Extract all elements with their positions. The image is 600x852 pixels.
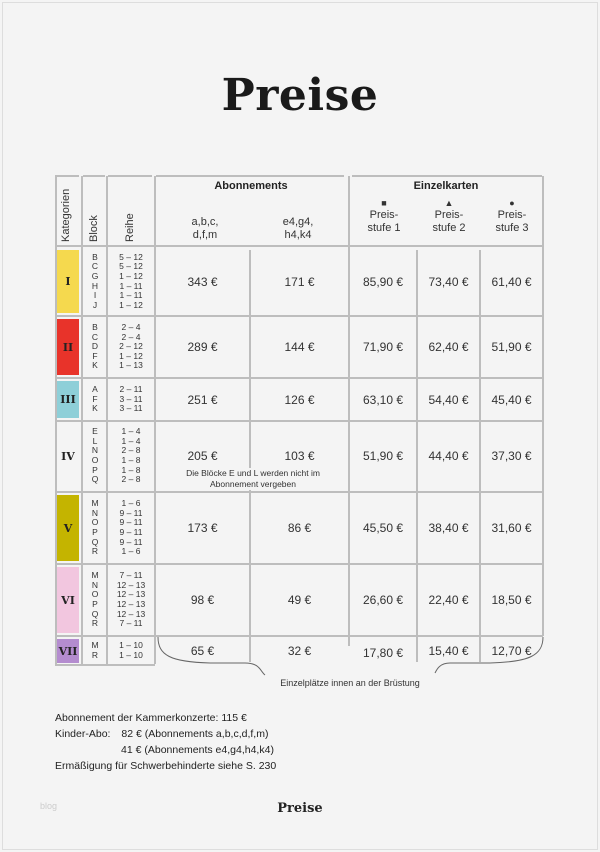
- divider: [108, 175, 152, 177]
- header-preisstufe-2: [418, 197, 480, 235]
- stufe2-price-5: 38,40 €: [428, 521, 469, 535]
- block-cell-3: A F K: [92, 384, 98, 414]
- header-preisstufe-2-line2: stufe 2: [432, 222, 466, 234]
- header-preisstufe-1-line2: stufe 1: [367, 222, 401, 234]
- divider: [55, 315, 543, 317]
- footnote-ermaessigung: Ermäßigung für Schwerbehinderte siehe S. 230: [55, 760, 277, 772]
- stufe2-price-3: 54,40 €: [428, 392, 469, 407]
- block-cell-7: M R: [91, 640, 99, 660]
- divider: [55, 664, 155, 666]
- header-abo-col1-line2: d,f,m: [192, 229, 218, 241]
- footnote-kammerkonzerte: Abonnement der Kammerkonzerte: 115 €: [55, 712, 247, 724]
- abo2-price-1: 171 €: [284, 274, 315, 289]
- stufe1-price-5: 45,50 €: [362, 521, 404, 535]
- abo1-price-5: 173 €: [187, 521, 218, 535]
- block-cell-2: B C D F K: [91, 322, 99, 371]
- abo2-price-7: 32 €: [287, 644, 312, 658]
- header-preisstufe-3-line1: Preis-: [497, 209, 527, 221]
- header-abo-col1: [160, 216, 250, 242]
- divider: [55, 245, 543, 247]
- header-kategorien: Kategorien: [60, 188, 72, 242]
- abo2-price-6: 49 €: [287, 593, 312, 607]
- block-cell-6: M N O P Q R: [91, 570, 99, 629]
- header-abo-col2: [252, 216, 344, 242]
- reihe-cell-2: 2 – 4 2 – 4 2 – 12 1 – 12 1 – 13: [119, 322, 143, 371]
- stufe3-price-2: 51,90 €: [491, 340, 532, 354]
- abo1-price-6: 98 €: [190, 593, 215, 607]
- header-preisstufe-3-line2: stufe 3: [495, 222, 529, 234]
- divider: [83, 175, 105, 177]
- reihe-cell-5: 1 – 6 9 – 11 9 – 11 9 – 11 9 – 11 1 – 6: [119, 498, 143, 557]
- divider: [55, 175, 79, 177]
- category-cell-4: IV: [57, 424, 79, 488]
- stufe3-price-5: 31,60 €: [491, 521, 532, 535]
- circle-icon: ●: [509, 198, 515, 208]
- stufe3-price-1: 61,40 €: [491, 274, 532, 289]
- triangle-icon: ▲: [444, 198, 454, 208]
- abo1-price-2: 289 €: [187, 340, 218, 354]
- abo2-price-5: 86 €: [287, 521, 312, 535]
- abo1-price-1: 343 €: [187, 274, 218, 289]
- watermark: blog: [40, 801, 58, 811]
- header-abo-col2-line1: e4,g4,: [282, 216, 314, 228]
- block-cell-4: E L N O P Q: [91, 426, 99, 485]
- blocks-note: [160, 468, 346, 490]
- page-footer-title: Preise: [277, 801, 323, 816]
- header-preisstufe-1-line1: Preis-: [369, 209, 399, 221]
- block-cell-5: M N O P Q R: [91, 498, 99, 557]
- header-block: Block: [88, 215, 100, 242]
- stufe1-price-7: 17,80 €: [362, 646, 404, 660]
- stufe2-price-2: 62,40 €: [428, 340, 469, 354]
- bracket-note: Einzelplätze innen an der Brüstung: [280, 678, 420, 688]
- footnotes: [55, 710, 276, 774]
- category-cell-1: I: [57, 250, 79, 313]
- kinder-abo-value-1: 82 € (Abonnements a,b,c,d,f,m): [121, 728, 269, 740]
- block-cell-1: B C G H I J: [91, 251, 99, 310]
- reihe-cell-6: 7 – 11 12 – 13 12 – 13 12 – 13 12 – 13 7 – 11: [116, 570, 146, 629]
- divider: [55, 563, 543, 565]
- stufe3-price-3: 45,40 €: [491, 392, 532, 407]
- category-cell-3: III: [57, 381, 79, 418]
- divider: [55, 420, 543, 422]
- page-title: Preise: [221, 70, 379, 121]
- blocks-note-line1: Die Blöcke E und L werden nicht im: [186, 468, 320, 478]
- stufe2-price-7: 15,40 €: [428, 644, 469, 658]
- reihe-cell-3: 2 – 11 3 – 11 3 – 11: [119, 384, 143, 414]
- abo2-price-3: 126 €: [284, 392, 315, 407]
- category-cell-6: VI: [57, 567, 79, 633]
- divider: [156, 175, 344, 177]
- category-cell-5: V: [57, 495, 79, 561]
- stufe1-price-6: 26,60 €: [362, 593, 404, 607]
- header-abonnements: Abonnements: [214, 180, 288, 192]
- blocks-note-line2: Abonnement vergeben: [209, 479, 296, 489]
- category-cell-2: II: [57, 319, 79, 375]
- stufe3-price-4: 37,30 €: [491, 449, 532, 463]
- kinder-abo-value-2: 41 € (Abonnements e4,g4,h4,k4): [121, 744, 274, 756]
- abo1-price-3: 251 €: [187, 392, 218, 407]
- header-preisstufe-3: [481, 197, 543, 235]
- divider: [55, 491, 543, 493]
- header-abo-col2-line2: h4,k4: [284, 229, 312, 241]
- reihe-cell-1: 5 – 12 5 – 12 1 – 12 1 – 11 1 – 11 1 – 12: [119, 251, 143, 310]
- square-icon: ■: [381, 198, 387, 208]
- reihe-cell-4: 1 – 4 1 – 4 2 – 8 1 – 8 1 – 8 2 – 8: [121, 426, 141, 485]
- header-preisstufe-1: [352, 197, 416, 235]
- stufe2-price-4: 44,40 €: [428, 449, 469, 463]
- stufe1-price-1: 85,90 €: [362, 274, 404, 289]
- abo2-price-4: 103 €: [284, 449, 315, 463]
- header-preisstufe-2-line1: Preis-: [434, 209, 464, 221]
- stufe1-price-2: 71,90 €: [362, 340, 404, 354]
- stufe3-price-6: 18,50 €: [491, 593, 532, 607]
- stufe3-price-7: 12,70 €: [491, 644, 532, 658]
- kinder-abo-label: Kinder-Abo:: [55, 728, 111, 740]
- footnote-kinder-abo: [55, 726, 276, 742]
- stufe2-price-6: 22,40 €: [428, 593, 469, 607]
- stufe1-price-3: 63,10 €: [362, 392, 404, 407]
- abo2-price-2: 144 €: [284, 340, 315, 354]
- category-cell-7: VII: [57, 639, 79, 663]
- stufe1-price-4: 51,90 €: [362, 449, 404, 463]
- header-abo-col1-line1: a,b,c,: [191, 216, 219, 228]
- header-reihe: Reihe: [124, 213, 136, 242]
- header-einzelkarten: Einzelkarten: [413, 180, 479, 192]
- abo1-price-7: 65 €: [190, 644, 215, 658]
- divider: [55, 377, 543, 379]
- divider: [352, 175, 542, 177]
- stufe2-price-1: 73,40 €: [428, 274, 469, 289]
- abo1-price-4: 205 €: [187, 449, 218, 463]
- reihe-cell-7: 1 – 10 1 – 10: [119, 640, 143, 660]
